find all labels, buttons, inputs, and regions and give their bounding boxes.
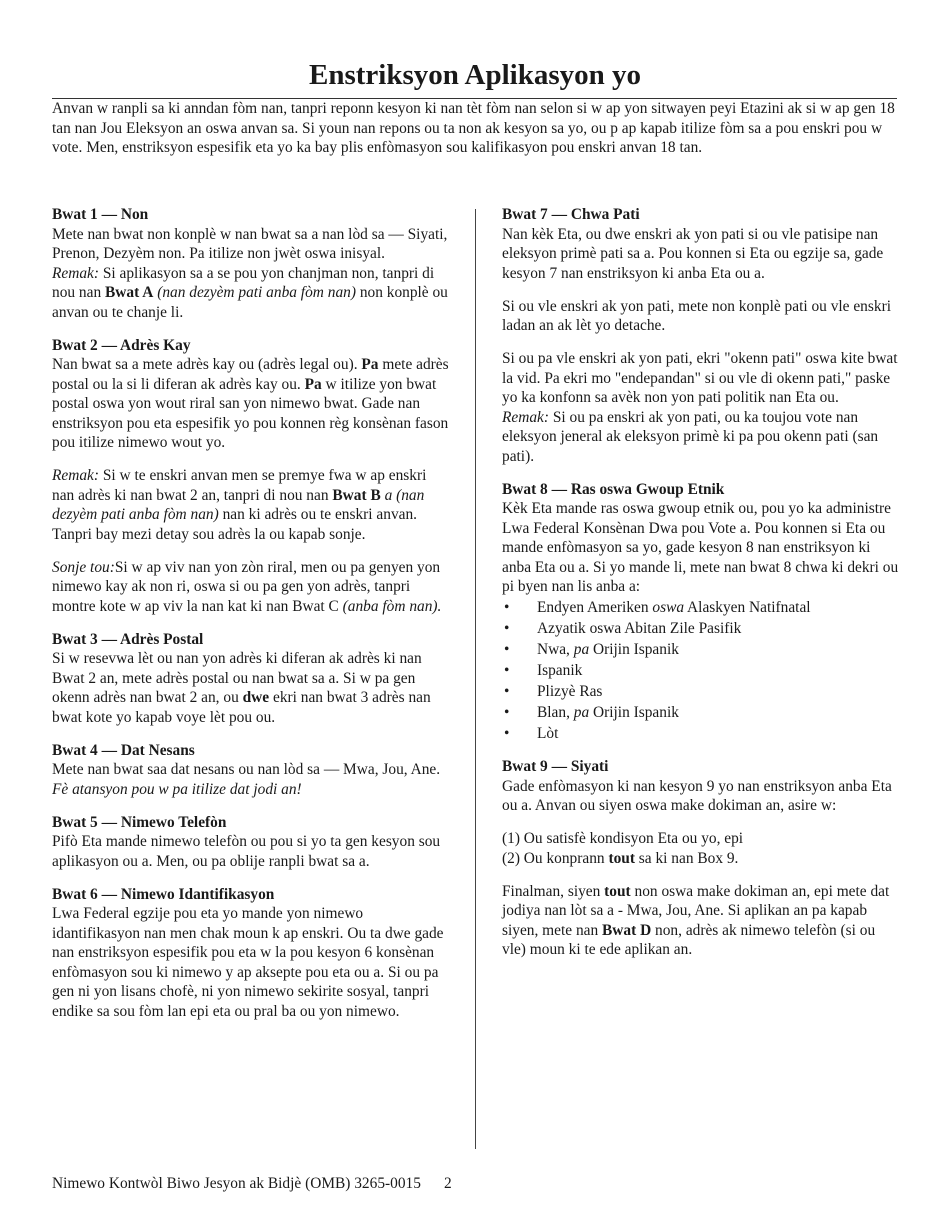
box2-remark-text: Si w te enskri anvan men se premye fwa w ap enskri nan adrès ki nan bwat 2 an, tanpri di nou nan <box>52 467 427 504</box>
box3-heading: Bwat 3 — Adrès Postal <box>52 630 204 648</box>
box7-heading: Bwat 7 — Chwa Pati <box>502 206 640 223</box>
box3-text-c: ekri nan bwat 3 adrès nan bwat kote yo kapab voye lèt pou ou. <box>52 689 431 726</box>
box9-section <box>502 757 900 960</box>
box5-heading: Bwat 5 — Nimewo Telefòn <box>52 813 227 831</box>
box-d-ref: Bwat D <box>602 921 652 939</box>
race-item: • Azyatik oswa Abitan Zile Pasifik <box>502 618 900 639</box>
box8-text: Kèk Eta mande ras oswa gwoup etnik ou, pou yo ka administre Lwa Federal Konsènan Dwa pou Vote a. Pou konnen si Eta ou mande enfòmasyon sa yo, gade kesyon 8 nan enstriksyon ki anba Eta ou a. Si yo mande li, mete nan bwat 8 chwa ki dekri ou pi byen nan lis anba a: <box>502 500 899 595</box>
box9-item-1: (1) Ou satisfè kondisyon Eta ou yo, epi <box>502 830 744 847</box>
box8-section <box>502 480 900 744</box>
race-item: • Plizyè Ras <box>502 681 900 702</box>
box4-warning: Fè atansyon pou w pa itilize dat jodi an! <box>52 780 302 798</box>
box-a-ref: Bwat A <box>105 284 154 301</box>
box1-remark-note: (nan dezyèm pati anba fòm nan) <box>153 284 356 301</box>
box6-text: Lwa Federal egzije pou eta yo mande yon nimewo idantifikasyon nan men chak moun k ap enskri. Ou ta dwe gade nan enstriksyon espesifik pou eta w la pou kesyon 6 konsènan enfòmasyon sou ki nimewo y ap aksepte pou eta ou a. Si ou pa gen ni yon lisans chofè, ni yon nimewo sekirite sosyal, tanpri endike sa sou fòm lan epi eta ou pral ba ou yon nimewo. <box>52 905 444 1020</box>
box9-final <box>502 882 900 960</box>
race-item: • Endyen Ameriken oswa Alaskyen Natifnatal <box>502 597 900 618</box>
box5-text: Pifò Eta mande nimewo telefòn ou pou si yo ta gen kesyon sou aplikasyon ou a. Men, ou pa oblije ranpli bwat sa a. <box>52 833 441 870</box>
box9-item-2-a: (2) Ou konprann <box>502 849 609 867</box>
box3-section <box>52 630 450 728</box>
box6-section <box>52 885 450 1022</box>
box1-remark <box>52 264 450 323</box>
box2-remark <box>52 466 450 544</box>
box2-pa-1: Pa <box>361 356 379 373</box>
box2-remark-end: nan ki adrès ou te enskri anvan. Tanpri bay mezi detay sou adrès la ou kapab sonje. <box>52 506 418 543</box>
right-column <box>502 205 900 973</box>
box4-text-a: Mete nan bwat saa dat nesans ou nan lòd sa — Mwa, Jou, Ane. <box>52 761 441 778</box>
footer <box>52 1174 452 1194</box>
box4-section <box>52 741 450 800</box>
box5-section <box>52 813 450 872</box>
box7-text-2: Si ou vle enskri ak yon pati, mete non konplè pati ou vle enskri ladan an ak lèt yo detache. <box>502 297 891 334</box>
box2-section <box>52 336 450 617</box>
box2-note-end: (anba fòm nan). <box>342 597 442 615</box>
box7-text-1: Nan kèk Eta, ou dwe enskri ak yon pati si ou vle patisipe nan eleksyon primè pati sa a. Pou konnen si Eta ou egzije sa, gade kesyon 7 nan enstriksyon ki anba Eta ou a. <box>502 225 884 282</box>
box1-heading: Bwat 1 — Non <box>52 206 149 223</box>
box3-dwe: dwe <box>242 689 270 706</box>
box2-text <box>52 355 450 453</box>
box8-heading: Bwat 8 — Ras oswa Gwoup Etnik <box>502 480 725 498</box>
race-item: • Ispanik <box>502 660 900 681</box>
box7-section <box>502 205 900 466</box>
box2-remark-note: a (nan dezyèm pati anba fòm nan) <box>52 486 425 523</box>
race-item: • Nwa, pa Orijin Ispanik <box>502 639 900 660</box>
omb-number: Nimewo Kontwòl Biwo Jesyon ak Bidjè (OMB) 3265-0015 <box>52 1175 421 1192</box>
box2-heading: Bwat 2 — Adrès Kay <box>52 336 191 354</box>
box1-remark-text: Si aplikasyon sa a se pou yon chanjman non, tanpri di nou nan <box>52 264 435 301</box>
box9-item-2-c: sa ki nan Box 9. <box>634 849 739 867</box>
box2-pa-2: Pa <box>304 375 322 393</box>
box2-note <box>52 558 450 617</box>
box9-final-c: non oswa make dokiman an, epi mete dat jodiya nan lòt sa a - Mwa, Jou, Ane. Si aplikan an pa kapab siyen, mete nan <box>502 882 890 939</box>
box2-note-text: Si w ap viv nan yon zòn riral, men ou pa genyen yon nimewo kay ak non ri, oswa si ou pa gen yon adrès, tanpri montre kote w ap viv la nan kat ki nan Bwat C <box>52 558 441 615</box>
box3-text <box>52 649 450 727</box>
box9-final-e: non, adrès ak nimewo telefòn (si ou vle) moun ki te ede aplikan an. <box>502 921 876 958</box>
box1-section <box>52 205 450 322</box>
box9-text: Gade enfòmasyon ki nan kesyon 9 yo nan enstriksyon anba Eta ou a. Anvan ou siyen oswa make dokiman an, asire w: <box>502 777 892 814</box>
box9-tout-2: tout <box>604 882 631 900</box>
box2-text-c: mete adrès postal ou la si li diferan ak adrès kay ou. <box>52 356 449 393</box>
race-list <box>502 597 900 744</box>
column-divider <box>475 209 476 1149</box>
remark-label: Remak: <box>52 264 99 282</box>
box4-text <box>52 760 450 799</box>
left-column <box>52 205 450 1035</box>
box9-tout-1: tout <box>608 849 635 867</box>
box2-text-a: Nan bwat sa a mete adrès kay ou (adrès legal ou). <box>52 356 362 373</box>
box1-text: Mete nan bwat non konplè w nan bwat sa a nan lòd sa — Siyati, Prenon, Dezyèm non. Pa itilize non jwèt oswa inisyal. <box>52 225 448 262</box>
box4-heading: Bwat 4 — Dat Nesans <box>52 741 195 759</box>
box6-heading: Bwat 6 — Nimewo Idantifikasyon <box>52 885 275 903</box>
box7-text-3: Si ou pa vle enskri ak yon pati, ekri "okenn pati" oswa kite bwat la vid. Pa ekri mo "endepandan" si ou vle di okenn pati," paske yo ka konfonn sa avèk non yon pati politik nan Eta ou. <box>502 350 898 406</box>
race-item: • Blan, pa Orijin Ispanik <box>502 702 900 723</box>
remark-label: Remak: <box>502 408 549 426</box>
box1-remark-end: non konplè ou anvan ou te chanje li. <box>52 284 448 321</box>
box2-text-e: w itilize yon bwat postal oswa yon wout riral san yon nimewo bwat. Gade nan enstriksyon pou eta espesifik yo pou konnen règ konsènan fason pou itilize nimewo wout yo. <box>52 375 449 451</box>
box9-item-2 <box>502 849 900 869</box>
intro-paragraph: Anvan w ranpli sa ki anndan fòm nan, tanpri reponn kesyon ki nan tèt fòm nan selon si w ap yon sitwayen peyi Etazini ak si w ap gen 18 tan nan Jou Eleksyon an oswa anvan sa. Si youn nan repons ou ta non ak kesyon sa yo, ou p ap kapab itilize fòm sa a pou enskri pou w vote. Men, enstriksyon espesifik eta yo ka bay plis enfòmasyon sou kalifikasyon pou enskri anvan 18 tan. <box>52 100 895 156</box>
box9-heading: Bwat 9 — Siyati <box>502 758 609 775</box>
page-number: 2 <box>443 1175 452 1192</box>
box7-remark <box>502 408 900 467</box>
note-label: Sonje tou: <box>52 558 115 576</box>
page-title: Enstriksyon Aplikasyon yo <box>308 59 641 91</box>
race-item: • Lòt <box>502 723 900 744</box>
remark-label: Remak: <box>52 467 99 484</box>
box7-remark-text: Si ou pa enskri ak yon pati, ou ka toujou vote nan eleksyon jeneral ak eleksyon primè ki pa pou okenn pati (san pati). <box>502 408 879 465</box>
box-b-ref: Bwat B <box>332 486 381 504</box>
box3-text-a: Si w resevwa lèt ou nan yon adrès ki diferan ak adrès ki nan Bwat 2 an, mete adrès postal ou nan bwat sa a. Si w pa gen okenn adrès nan bwat 2 an, ou <box>52 650 422 706</box>
box9-final-a: Finalman, siyen <box>502 882 605 900</box>
